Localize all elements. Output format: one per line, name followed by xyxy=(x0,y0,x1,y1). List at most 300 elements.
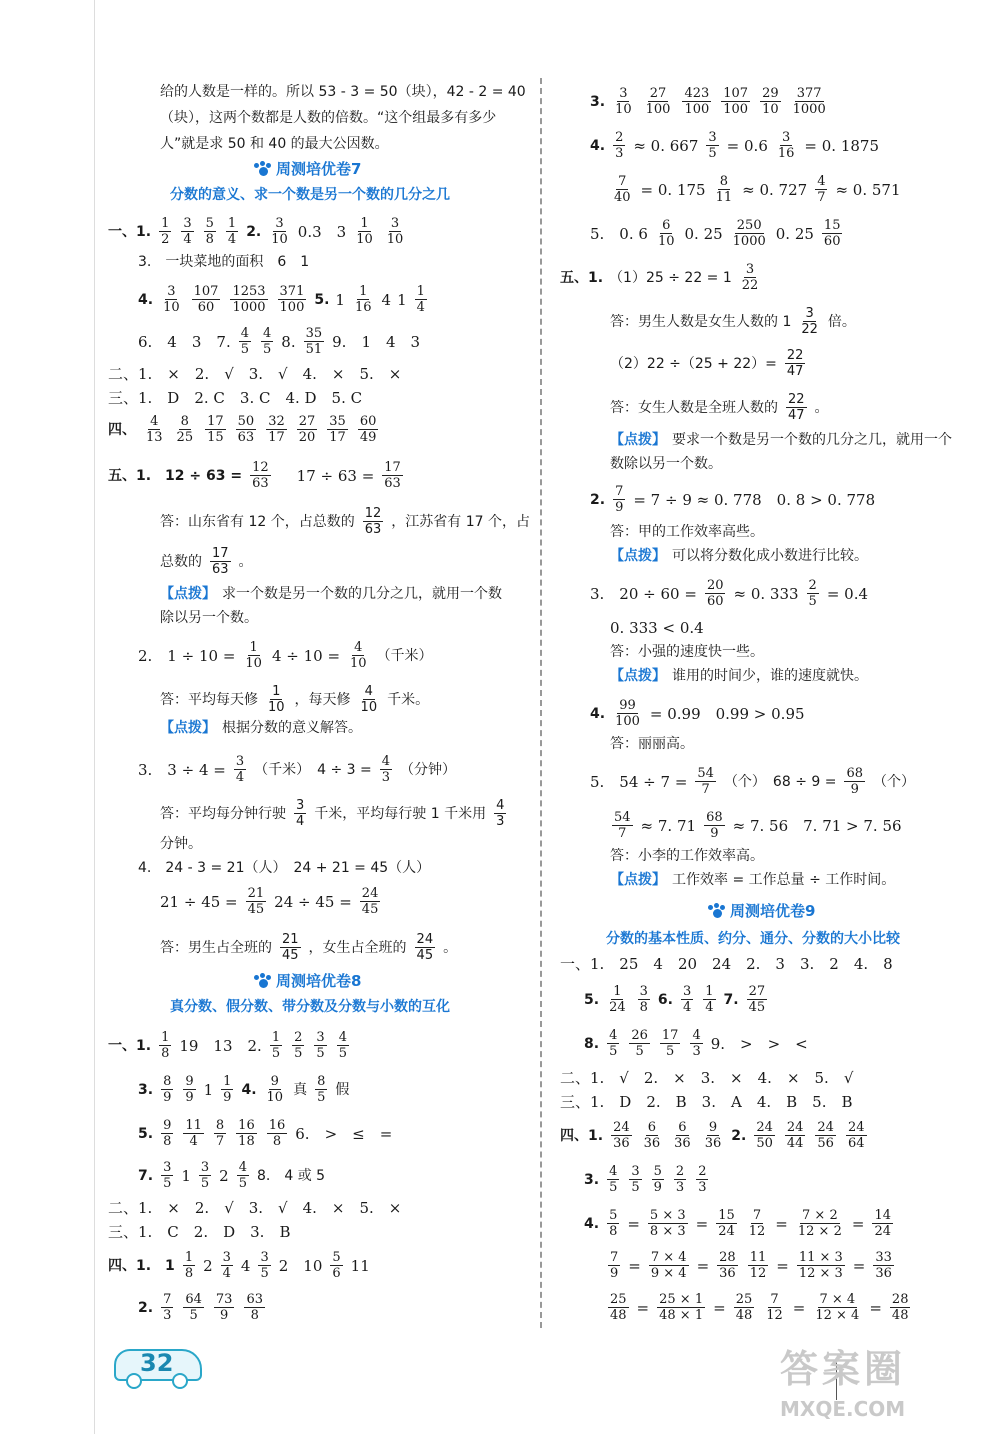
fraction: $\frac{11}{4}$ xyxy=(185,1118,202,1149)
fraction: $\frac{9}{36}$ xyxy=(704,1120,722,1151)
fraction: $\frac{7}{12}$ xyxy=(748,1208,766,1239)
equals-sign: = xyxy=(776,1256,789,1275)
tip-row xyxy=(610,666,868,686)
fraction: $\frac{2}{3}$ xyxy=(698,1164,707,1195)
answer-text: 千米。 xyxy=(387,691,430,708)
equals-sign: = xyxy=(869,1298,882,1317)
answer-text: ，女生占全班的 xyxy=(308,939,407,956)
fraction: $\frac{3}{5}$ xyxy=(316,1030,325,1061)
tip-label: 【点拨】 xyxy=(610,432,666,448)
page-number-badge xyxy=(114,1345,206,1385)
fraction: $\frac{16}{18}$ xyxy=(238,1118,255,1149)
fraction: $\frac{3}{4}$ xyxy=(183,216,192,247)
answer-text: 9. 1 4 3 xyxy=(332,332,421,351)
fraction: $\frac{15}{24}$ xyxy=(718,1208,735,1239)
fraction: $\frac{64}{5}$ xyxy=(185,1292,202,1323)
answer-text: ≈ 0. 571 xyxy=(835,180,901,199)
q-label: 一、1. xyxy=(108,1037,152,1054)
fraction: $\frac{4}{13}$ xyxy=(146,414,163,445)
answer-row xyxy=(138,326,420,357)
fraction: $\frac{29}{10}$ xyxy=(762,86,779,117)
tip-label: 【点拨】 xyxy=(160,586,216,602)
answer-row xyxy=(108,216,407,247)
q-label: 5. xyxy=(138,1125,154,1142)
q-label: 2. xyxy=(246,223,262,240)
answer-text: 。 xyxy=(443,939,458,956)
tip-text: 谁用的时间少，谁的速度就快。 xyxy=(672,668,868,684)
q-label: 4. xyxy=(590,705,606,722)
watermark-logo: 答案圈 xyxy=(780,1347,907,1391)
q-label: 4. xyxy=(138,291,154,308)
answer-row xyxy=(108,414,380,445)
q-label: 6. xyxy=(657,991,673,1008)
tip-row: 除以另一个数。 xyxy=(160,610,258,626)
answer-row: 二、1. × 2. √ 3. √ 4. × 5. × xyxy=(108,365,402,383)
fraction: $\frac{4}{7}$ xyxy=(817,174,826,205)
q-label: 4. xyxy=(590,137,606,154)
section-subtitle-9: 分数的基本性质、约分、通分、分数的大小比较 xyxy=(606,931,900,947)
fraction: $\frac{4}{3}$ xyxy=(381,754,391,785)
intro-line: （块），这两个数都是人数的倍数。“这个组最多有多少 xyxy=(160,110,497,126)
fraction: $\frac{7 \times 4}{12 \times 4}$ xyxy=(815,1292,860,1323)
answer-text: 答：男生人数是女生人数的 1 xyxy=(610,313,792,330)
fraction: $\frac{24}{44}$ xyxy=(786,1120,804,1151)
answer-text: 。 xyxy=(814,399,829,416)
answer-text: 答：平均每天修 xyxy=(160,691,258,708)
answer-text: 2. 1 ÷ 10 = xyxy=(138,646,236,665)
fraction: $\frac{6}{36}$ xyxy=(643,1120,661,1151)
answer-row xyxy=(160,932,457,963)
answer-row xyxy=(590,218,844,249)
q-label: 四、1. xyxy=(560,1127,604,1144)
q-label: 2. xyxy=(731,1127,747,1144)
binding-line xyxy=(94,0,95,1434)
fraction: $\frac{8}{11}$ xyxy=(715,174,733,205)
answer-text: （2）22 ÷（25 + 22）= xyxy=(610,355,777,372)
answer-text: 11 xyxy=(350,1256,370,1275)
fraction: $\frac{5 \times 3}{8 \times 3}$ xyxy=(649,1208,686,1239)
answer-text: 17 ÷ 63 = xyxy=(296,466,375,485)
answer-row: 三、1. C 2. D 3. B xyxy=(108,1223,291,1241)
q-label: 五、1. xyxy=(560,269,604,286)
fraction: $\frac{7}{9}$ xyxy=(615,484,624,515)
answer-text: 3. 20 ÷ 60 = xyxy=(590,584,697,603)
answer-text: ，每天修 xyxy=(294,691,351,708)
answer-text: 1 xyxy=(397,290,407,309)
section-title-text: 周测培优卷7 xyxy=(276,160,362,178)
answer-row xyxy=(610,306,856,337)
fraction: $\frac{33}{36}$ xyxy=(875,1250,892,1281)
answer-row: 答：小李的工作效率高。 xyxy=(610,848,764,864)
fraction: $\frac{9}{10}$ xyxy=(266,1074,284,1105)
paw-icon xyxy=(708,903,726,919)
fraction: $\frac{16}{8}$ xyxy=(268,1118,286,1149)
column-divider xyxy=(540,78,542,1328)
fraction: $\frac{7 \times 2}{12 \times 2}$ xyxy=(797,1208,842,1239)
q-label: 4. xyxy=(584,1215,600,1232)
answer-text: = 0. 175 xyxy=(640,180,706,199)
q-label: 3. xyxy=(584,1171,600,1188)
answer-row xyxy=(590,578,868,609)
fraction: $\frac{24}{45}$ xyxy=(361,886,379,917)
fraction: $\frac{2}{5}$ xyxy=(294,1030,303,1061)
fraction: $\frac{1}{4}$ xyxy=(416,284,425,315)
fraction: $\frac{7}{9}$ xyxy=(610,1250,619,1281)
fraction: $\frac{8}{5}$ xyxy=(317,1074,326,1105)
answer-row xyxy=(606,1292,912,1323)
fraction: $\frac{3}{16}$ xyxy=(777,130,795,161)
paw-icon xyxy=(254,973,272,989)
answer-row xyxy=(584,984,769,1015)
fraction: $\frac{54}{7}$ xyxy=(697,766,714,797)
fraction: $\frac{250}{1000}$ xyxy=(732,218,766,249)
answer-row xyxy=(160,546,253,577)
fraction: $\frac{11}{12}$ xyxy=(749,1250,767,1281)
answer-row xyxy=(584,1164,710,1195)
answer-text: 1 xyxy=(335,290,345,309)
section-title-9 xyxy=(708,900,815,921)
fraction: $\frac{3}{5}$ xyxy=(708,130,717,161)
answer-text: 假 xyxy=(335,1081,350,1098)
fraction: $\frac{17}{15}$ xyxy=(207,414,224,445)
fraction: $\frac{68}{9}$ xyxy=(846,766,864,797)
answer-text: 5. 54 ÷ 7 = xyxy=(590,772,688,791)
fraction: $\frac{20}{60}$ xyxy=(706,578,724,609)
answer-text: 2 xyxy=(219,1166,229,1185)
fraction: $\frac{8}{7}$ xyxy=(215,1118,225,1149)
answer-text: 5. 0. 6 xyxy=(590,224,648,243)
fraction: $\frac{4}{3}$ xyxy=(496,798,505,829)
answer-row: 三、1. D 2. B 3. A 4. B 5. B xyxy=(560,1093,853,1111)
fraction: $\frac{3}{4}$ xyxy=(682,984,692,1015)
tip-row: 数除以另一个数。 xyxy=(610,456,722,472)
answer-row xyxy=(160,798,508,829)
fraction: $\frac{3}{8}$ xyxy=(639,984,648,1015)
answer-row: 3. 一块菜地的面积 6 1 xyxy=(138,254,310,270)
watermark-url: MXQE.COM xyxy=(780,1397,906,1421)
answer-text: 6. 4 3 7. xyxy=(138,332,231,351)
fraction: $\frac{5}{9}$ xyxy=(653,1164,662,1195)
answer-row xyxy=(590,86,830,117)
fraction: $\frac{2}{5}$ xyxy=(808,578,817,609)
answer-row xyxy=(138,754,456,785)
fraction: $\frac{1}{8}$ xyxy=(184,1250,194,1281)
fraction: $\frac{3}{5}$ xyxy=(631,1164,640,1195)
answer-text: （1）25 ÷ 22 = 1 xyxy=(609,269,732,286)
fraction: $\frac{4}{5}$ xyxy=(338,1030,347,1061)
fraction: $\frac{3}{22}$ xyxy=(741,262,759,293)
fraction: $\frac{22}{47}$ xyxy=(786,348,804,379)
fraction: $\frac{21}{45}$ xyxy=(282,932,299,963)
fraction: $\frac{3}{5}$ xyxy=(200,1160,210,1191)
answer-row xyxy=(590,698,805,729)
fraction: $\frac{24}{45}$ xyxy=(416,932,434,963)
fraction: $\frac{1}{4}$ xyxy=(705,984,714,1015)
answer-text: 真 xyxy=(293,1081,308,1098)
fraction: $\frac{24}{64}$ xyxy=(847,1120,865,1151)
answer-text: ，江苏省有 17 个，占 xyxy=(391,513,530,530)
answer-row xyxy=(610,348,807,379)
equals-sign: = xyxy=(628,1256,641,1275)
tip-label: 【点拨】 xyxy=(610,548,666,564)
answer-row xyxy=(590,130,879,161)
fraction: $\frac{4}{3}$ xyxy=(692,1028,701,1059)
fraction: $\frac{8}{25}$ xyxy=(176,414,194,445)
q-label: 8. xyxy=(584,1035,600,1052)
answer-row: 分钟。 xyxy=(160,836,202,852)
tip-text: 可以将分数化成小数进行比较。 xyxy=(672,548,868,564)
answer-row xyxy=(610,810,902,841)
fraction: $\frac{107}{60}$ xyxy=(193,284,219,315)
q-label: 3. xyxy=(590,93,606,110)
answer-text: 24 ÷ 45 = xyxy=(274,892,352,911)
answer-row: 答：小强的速度快一些。 xyxy=(610,644,764,660)
answer-text: 8. xyxy=(281,332,296,351)
fraction: $\frac{21}{45}$ xyxy=(247,886,265,917)
answer-row xyxy=(138,640,433,671)
fraction: $\frac{1}{10}$ xyxy=(356,216,373,247)
answer-row xyxy=(108,1250,370,1281)
answer-row xyxy=(560,1120,869,1151)
answer-row xyxy=(584,1208,895,1239)
watermark xyxy=(780,1338,990,1428)
fraction: $\frac{54}{7}$ xyxy=(614,810,631,841)
intro-line: 人”就是求 50 和 40 的最大公因数。 xyxy=(160,136,389,152)
fraction: $\frac{4}{5}$ xyxy=(238,1160,247,1191)
answer-row: 答：丽丽高。 xyxy=(610,736,694,752)
fraction: $\frac{8}{9}$ xyxy=(163,1074,172,1105)
page-number: 32 xyxy=(140,1349,174,1377)
q-label: 4. xyxy=(241,1081,257,1098)
fraction: $\frac{50}{63}$ xyxy=(237,414,255,445)
answer-text: 1 xyxy=(181,1166,191,1185)
fraction: $\frac{28}{36}$ xyxy=(719,1250,736,1281)
answer-text: ≈ 7. 56 7. 71 > 7. 56 xyxy=(732,816,902,835)
fraction: $\frac{6}{36}$ xyxy=(674,1120,691,1151)
fraction: $\frac{26}{5}$ xyxy=(631,1028,648,1059)
equals-sign: = xyxy=(775,1214,788,1233)
equals-sign: = xyxy=(695,1214,709,1233)
fraction: $\frac{1}{10}$ xyxy=(245,640,262,671)
answer-row: 三、1. D 2. C 3. C 4. D 5. C xyxy=(108,389,363,407)
tip-row xyxy=(610,870,895,890)
fraction: $\frac{9}{8}$ xyxy=(163,1118,172,1149)
answer-row: 一、1. 25 4 20 24 2. 3 3. 2 4. 8 xyxy=(560,955,893,973)
answer-text: 4 xyxy=(240,1256,251,1275)
q-label: 2. xyxy=(590,491,606,508)
answer-row xyxy=(560,262,762,293)
answer-text: ≈ 7. 71 xyxy=(640,816,697,835)
answer-text: = 0.4 xyxy=(826,584,869,603)
fraction: $\frac{4}{5}$ xyxy=(240,326,249,357)
fraction: $\frac{1}{10}$ xyxy=(268,684,285,715)
fraction: $\frac{1}{8}$ xyxy=(161,1030,170,1061)
fraction: $\frac{4}{10}$ xyxy=(350,640,367,671)
fraction: $\frac{5}{8}$ xyxy=(609,1208,618,1239)
q-label: 7. xyxy=(138,1167,154,1184)
fraction: $\frac{3}{5}$ xyxy=(260,1250,269,1281)
tip-row xyxy=(160,584,502,604)
section-title-7 xyxy=(254,158,361,179)
fraction: $\frac{60}{49}$ xyxy=(359,414,377,445)
q-label: 5. xyxy=(584,991,600,1008)
q-label: 7. xyxy=(723,991,739,1008)
fraction: $\frac{35}{51}$ xyxy=(305,326,323,357)
answer-text: 0. 25 xyxy=(684,224,723,243)
answer-text: 2 10 xyxy=(278,1256,323,1275)
answer-row xyxy=(138,1292,267,1323)
answer-text: 6. > ≤ = xyxy=(295,1124,393,1143)
answer-text: （分钟） xyxy=(400,761,457,778)
fraction: $\frac{377}{1000}$ xyxy=(792,86,826,117)
fraction: $\frac{28}{48}$ xyxy=(891,1292,909,1323)
section-subtitle-7: 分数的意义、求一个数是另一个数的几分之几 xyxy=(170,187,450,203)
answer-row: 答：甲的工作效率高些。 xyxy=(610,524,764,540)
answer-text: 4 xyxy=(381,290,392,309)
equals-sign: = xyxy=(696,1256,710,1275)
answer-row xyxy=(160,684,429,715)
fraction: $\frac{15}{60}$ xyxy=(823,218,841,249)
fraction: $\frac{27}{45}$ xyxy=(748,984,766,1015)
fraction: $\frac{3}{10}$ xyxy=(163,284,180,315)
q-label: 一、1. xyxy=(108,223,152,240)
fraction: $\frac{25}{48}$ xyxy=(610,1292,627,1323)
tip-label: 【点拨】 xyxy=(610,668,666,684)
answer-row xyxy=(584,1028,808,1059)
answer-row xyxy=(590,484,875,515)
equals-sign: = xyxy=(713,1298,726,1317)
equals-sign: = xyxy=(852,1256,866,1275)
answer-row: 0. 333 < 0.4 xyxy=(610,619,704,637)
tip-label: 【点拨】 xyxy=(610,872,666,888)
fraction: $\frac{24}{36}$ xyxy=(613,1120,630,1151)
answer-text: 2 xyxy=(203,1256,213,1275)
fraction: $\frac{3}{10}$ xyxy=(386,216,404,247)
q-label: 四、1. 1 xyxy=(108,1257,175,1274)
answer-row xyxy=(138,284,429,315)
section-title-8 xyxy=(254,970,361,991)
answer-text: = 0.6 xyxy=(726,136,768,155)
answer-row: 二、1. √ 2. × 3. × 4. × 5. √ xyxy=(560,1069,854,1087)
q-label: 五、1. 12 ÷ 63 = xyxy=(108,467,243,484)
fraction: $\frac{25}{48}$ xyxy=(735,1292,753,1323)
answer-text: （千米） 4 ÷ 3 = xyxy=(254,761,372,778)
answer-text: 倍。 xyxy=(827,313,856,330)
answer-row xyxy=(108,460,405,491)
answer-text: 0.3 3 xyxy=(297,222,347,241)
answer-text: 千米，平均每行驶 1 千米用 xyxy=(314,805,487,822)
fraction: $\frac{7}{40}$ xyxy=(614,174,631,205)
answer-text: ≈ 0. 667 xyxy=(633,136,699,155)
fraction: $\frac{4}{5}$ xyxy=(609,1164,618,1195)
fraction: $\frac{371}{100}$ xyxy=(279,284,305,315)
fraction: $\frac{1}{24}$ xyxy=(609,984,626,1015)
fraction: $\frac{1}{9}$ xyxy=(223,1074,232,1105)
equals-sign: = xyxy=(627,1214,640,1233)
answer-text: 答：男生占全班的 xyxy=(160,939,272,956)
fraction: $\frac{2}{3}$ xyxy=(615,130,624,161)
answer-text: （个） 68 ÷ 9 = xyxy=(723,773,837,790)
equals-sign: = xyxy=(792,1298,806,1317)
fraction: $\frac{32}{17}$ xyxy=(268,414,285,445)
fraction: $\frac{17}{63}$ xyxy=(212,546,229,577)
tip-text: 工作效率 = 工作总量 ÷ 工作时间。 xyxy=(672,872,896,888)
fraction: $\frac{3}{4}$ xyxy=(222,1250,231,1281)
fraction: $\frac{68}{9}$ xyxy=(706,810,723,841)
answer-row xyxy=(610,174,901,205)
answer-text: （千米） xyxy=(376,647,433,664)
wheel-icon xyxy=(172,1373,188,1389)
answer-text: 9. > > < xyxy=(710,1034,808,1053)
answer-text: 1 xyxy=(203,1080,214,1099)
answer-row xyxy=(160,886,382,917)
answer-text: = 0. 1875 xyxy=(804,136,880,155)
answer-row: 4. 24 - 3 = 21（人） 24 + 21 = 45（人） xyxy=(138,860,431,876)
fraction: $\frac{1}{2}$ xyxy=(161,216,170,247)
fraction: $\frac{17}{5}$ xyxy=(661,1028,679,1059)
fraction: $\frac{27}{100}$ xyxy=(645,86,671,117)
fraction: $\frac{35}{17}$ xyxy=(329,414,346,445)
fraction: $\frac{7}{3}$ xyxy=(163,1292,172,1323)
fraction: $\frac{63}{8}$ xyxy=(246,1292,263,1323)
answer-text: 21 ÷ 45 = xyxy=(160,892,238,911)
answer-row xyxy=(138,1160,325,1191)
fraction: $\frac{1}{5}$ xyxy=(271,1030,281,1061)
fraction: $\frac{9}{9}$ xyxy=(185,1074,194,1105)
answer-text: 0. 25 xyxy=(775,224,814,243)
intro-line: 给的人数是一样的。所以 53 - 3 = 50（块），42 - 2 = 40 xyxy=(160,84,526,100)
fraction: $\frac{1}{4}$ xyxy=(227,216,237,247)
fraction: $\frac{3}{10}$ xyxy=(271,216,288,247)
section-subtitle-8: 真分数、假分数、带分数及分数与小数的互化 xyxy=(170,999,450,1015)
fraction: $\frac{423}{100}$ xyxy=(684,86,710,117)
fraction: $\frac{4}{5}$ xyxy=(609,1028,618,1059)
fraction: $\frac{12}{63}$ xyxy=(252,460,269,491)
tip-row xyxy=(160,718,362,738)
answer-row xyxy=(590,766,915,797)
tip-label: 【点拨】 xyxy=(160,720,216,736)
fraction: $\frac{22}{47}$ xyxy=(788,392,805,423)
fraction: $\frac{107}{100}$ xyxy=(723,86,749,117)
answer-text: 答：平均每分钟行驶 xyxy=(160,805,286,822)
answer-text: = 0.99 0.99 > 0.95 xyxy=(649,704,805,723)
fraction: $\frac{3}{10}$ xyxy=(615,86,632,117)
q-label: 3. xyxy=(138,1081,154,1098)
fraction: $\frac{24}{50}$ xyxy=(756,1120,773,1151)
fraction: $\frac{4}{10}$ xyxy=(360,684,378,715)
answer-text: ≈ 0. 727 xyxy=(742,180,808,199)
paw-icon xyxy=(254,161,272,177)
tip-row xyxy=(610,430,952,450)
equals-sign: = xyxy=(636,1298,650,1317)
answer-row xyxy=(160,506,530,537)
q-label: 5. xyxy=(314,291,330,308)
fraction: $\frac{2}{3}$ xyxy=(675,1164,685,1195)
answer-row xyxy=(108,1030,351,1061)
tip-text: 要求一个数是另一个数的几分之几，就用一个 xyxy=(672,432,952,448)
answer-text: 3. 3 ÷ 4 = xyxy=(138,760,226,779)
fraction: $\frac{5}{8}$ xyxy=(205,216,214,247)
fraction: $\frac{3}{5}$ xyxy=(163,1160,172,1191)
fraction: $\frac{12}{63}$ xyxy=(364,506,382,537)
answer-row xyxy=(138,1118,392,1149)
fraction: $\frac{14}{24}$ xyxy=(874,1208,891,1239)
answer-text: 总数的 xyxy=(160,553,202,570)
fraction: $\frac{24}{56}$ xyxy=(817,1120,834,1151)
answer-row xyxy=(610,392,829,423)
answer-text: ≈ 0. 333 xyxy=(733,584,799,603)
fraction: $\frac{1253}{1000}$ xyxy=(232,284,266,315)
